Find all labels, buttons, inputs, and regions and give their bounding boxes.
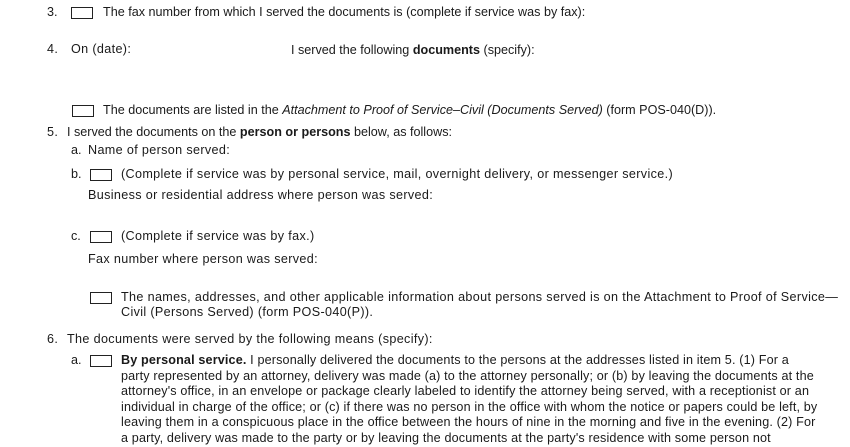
fax-served-from-checkbox[interactable]: [71, 7, 93, 19]
item-5a-letter: a.: [71, 143, 82, 157]
item-4-number: 4.: [47, 42, 59, 56]
item-5-lead: I served the documents on the person or persons below, as follows:: [67, 125, 452, 139]
item-5-number: 5.: [47, 125, 59, 139]
personal-service-line-2: party represented by an attorney, delivery was made (a) to the attorney personally; or (b) by leaving the documents at the: [121, 368, 814, 383]
item-5c-letter: c.: [71, 229, 81, 243]
documents-served-label: I served the following documents (specify):: [291, 43, 535, 57]
personal-service-line-6: a party, delivery was made to the party or by leaving the documents at the party's residence with some person not: [121, 430, 771, 445]
item-3-text: The fax number from which I served the documents is (complete if service was by fax):: [103, 5, 586, 19]
personal-service-line-5: leaving them in a conspicuous place in the office between the hours of nine in the morning and five in the evening. (2) For: [121, 415, 816, 430]
documents-attachment-label: The documents are listed in the Attachment to Proof of Service–Civil (Documents Served) (form POS-040(D)).: [103, 103, 717, 117]
persons-attachment-checkbox[interactable]: [90, 292, 112, 304]
item-6a-letter: a.: [71, 353, 82, 367]
persons-attachment-line-1: The names, addresses, and other applicable information about persons served is on the Attachment to Proof of Service—: [121, 290, 839, 304]
personal-service-line-4: individual in charge of the office; or (c) if there was no person in the office with whom the notice or papers could be left, by: [121, 399, 818, 414]
personal-service-line-3: attorney's office, in an envelope or package clearly labeled to identify the attorney being served, with a receptionist or an: [121, 384, 810, 399]
fax-number-label: Fax number where person was served:: [88, 252, 318, 266]
item-5c-instruction: (Complete if service was by fax.): [121, 229, 315, 243]
name-of-person-served-label: Name of person served:: [88, 143, 231, 157]
item-6-number: 6.: [47, 332, 59, 346]
personal-service-paragraph: [121, 353, 818, 447]
personal-service-line-1: By personal service. I personally delivered the documents to the persons at the addresses listed in item 5. (1) For a: [121, 353, 789, 367]
business-address-label: Business or residential address where person was served:: [88, 188, 434, 202]
persons-attachment-line-2: Civil (Persons Served) (form POS-040(P)).: [121, 305, 374, 319]
personal-service-checkbox[interactable]: [90, 355, 112, 367]
on-date-label: On (date):: [71, 42, 132, 56]
item-6-lead: The documents were served by the following means (specify):: [67, 332, 433, 346]
item-5b-letter: b.: [71, 167, 82, 181]
service-fax-checkbox[interactable]: [90, 231, 112, 243]
documents-attachment-checkbox[interactable]: [72, 105, 94, 117]
item-3-number: 3.: [47, 5, 58, 19]
service-address-checkbox[interactable]: [90, 169, 112, 181]
item-5b-instruction: (Complete if service was by personal service, mail, overnight delivery, or messenger service.): [121, 167, 673, 181]
